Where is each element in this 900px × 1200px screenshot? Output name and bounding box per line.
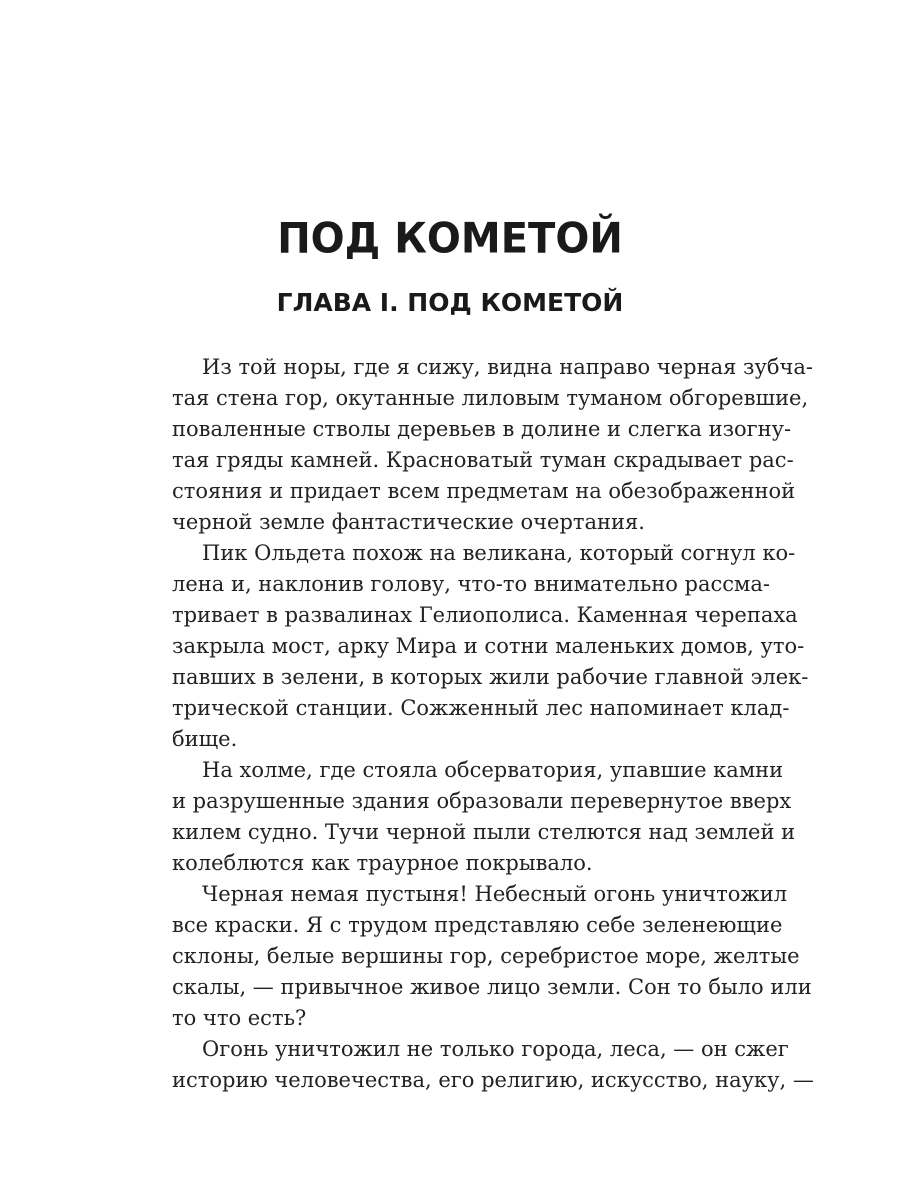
text-line: трической станции. Сожженный лес напоминает клад- <box>172 696 790 720</box>
text-line: Черная немая пустыня! Небесный огонь уничтожил <box>202 882 788 906</box>
text-line: На холме, где стояла обсерватория, упавшие камни <box>202 758 784 782</box>
text-line: скалы, — привычное живое лицо земли. Сон то было или <box>172 975 812 999</box>
text-line: бище. <box>172 727 238 751</box>
text-line: павших в зелени, в которых жили рабочие главной элек- <box>172 665 809 689</box>
text-line: и разрушенные здания образовали перевернутое вверх <box>172 789 792 813</box>
chapter-title: ГЛАВА I. ПОД КОМЕТОЙ <box>276 288 624 317</box>
text-line: Пик Ольдета похож на великана, который согнул ко- <box>202 541 796 565</box>
text-line: тая стена гор, окутанные лиловым туманом обгоревшие, <box>172 386 809 410</box>
text-line: черной земле фантастические очертания. <box>172 510 645 534</box>
text-line: лена и, наклонив голову, что-то внимательно рассма- <box>172 572 770 596</box>
book-title: ПОД КОМЕТОЙ <box>277 214 623 264</box>
text-line: тривает в развалинах Гелиополиса. Каменная черепаха <box>172 603 798 627</box>
text-line: склоны, белые вершины гор, серебристое море, желтые <box>172 944 800 968</box>
text-line: историю человечества, его религию, искусство, науку, — <box>172 1068 814 1092</box>
chapter-body <box>142 352 814 1096</box>
text-line: поваленные стволы деревьев в долине и слегка изогну- <box>172 417 792 441</box>
text-line: тая гряды камней. Красноватый туман скрадывает рас- <box>172 448 794 472</box>
paragraph-1 <box>142 352 813 538</box>
text-line: килем судно. Тучи черной пыли стелются над землей и <box>172 820 796 844</box>
paragraph-3 <box>142 755 796 879</box>
paragraph-4 <box>142 879 812 1034</box>
paragraph-2 <box>142 538 809 755</box>
paragraph-5 <box>142 1034 814 1096</box>
text-line: Огонь уничтожил не только города, леса, — он сжег <box>202 1037 789 1061</box>
text-line: все краски. Я с трудом представляю себе зеленеющие <box>172 913 783 937</box>
text-line: закрыла мост, арку Мира и сотни маленьких домов, уто- <box>172 634 805 658</box>
text-line: Из той норы, где я сижу, видна направо черная зубча- <box>202 355 813 379</box>
text-line: стояния и придает всем предметам на обезображенной <box>172 479 796 503</box>
text-line: колеблются как траурное покрывало. <box>172 851 593 875</box>
text-line: то что есть? <box>172 1006 307 1030</box>
